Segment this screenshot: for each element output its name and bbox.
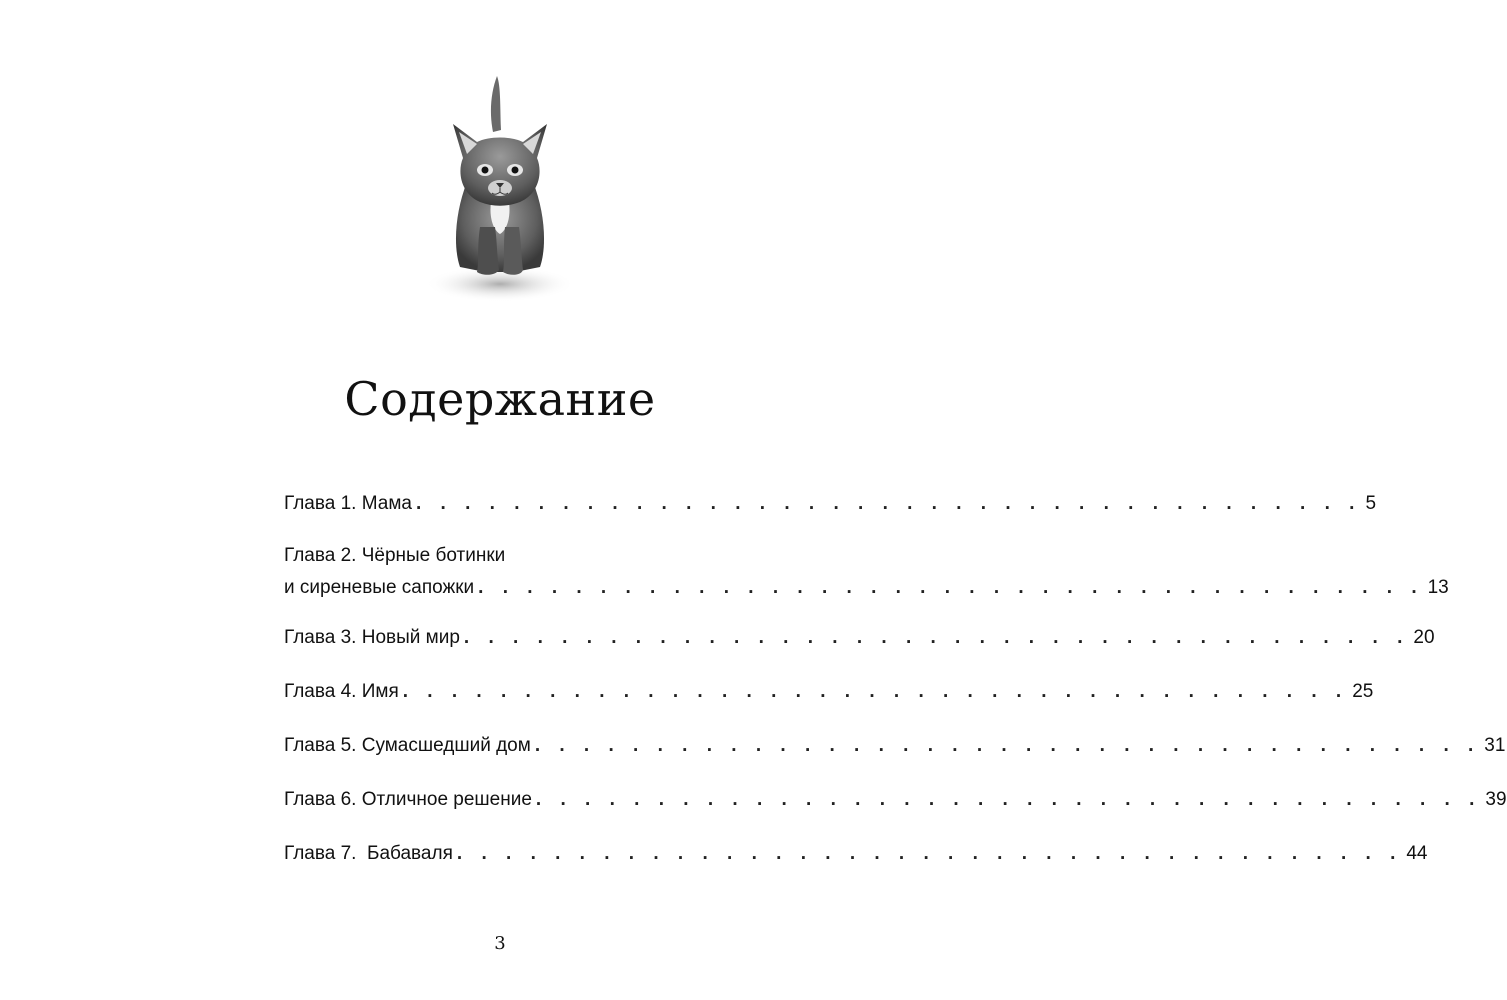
toc-entry-label: Глава 7. Бабаваля xyxy=(284,843,453,864)
toc-entry-page: 31 xyxy=(1484,735,1506,756)
toc-entry-page: 5 xyxy=(1365,493,1377,514)
dot-leader: . . . . . . . . . . . . . . . . . . . . . . . . . . . . . . . . . . . . . . . xyxy=(535,789,1482,810)
toc-entry xyxy=(284,676,1374,708)
kitten-illustration xyxy=(405,62,595,327)
toc-entry xyxy=(284,540,1449,604)
toc-entry xyxy=(284,730,1506,762)
toc-entry-page: 20 xyxy=(1413,627,1435,648)
page-number: 3 xyxy=(494,933,506,954)
toc-entry-label: Глава 1. Мама xyxy=(284,493,412,514)
toc-entry-label-line1: Глава 2. Чёрные ботинки xyxy=(284,545,506,566)
dot-leader: . . . . . . . . . . . . . . . . . . . . . . . . . . . . . . . . . . . . . . . xyxy=(534,735,1481,756)
toc-entry xyxy=(284,622,1435,654)
page-title: Содержание xyxy=(344,372,656,426)
dot-leader: . . . . . . . . . . . . . . . . . . . . . . . . . . . . . . . . . . . . . . . xyxy=(478,577,1424,598)
toc-entry-label: Глава 6. Отличное решение xyxy=(284,789,532,810)
toc-entry-page: 39 xyxy=(1485,789,1507,810)
toc-entry xyxy=(284,838,1428,870)
toc-entry-page: 13 xyxy=(1427,577,1449,598)
toc-entry-page: 25 xyxy=(1352,681,1374,702)
toc-entry xyxy=(284,488,1377,520)
dot-leader: . . . . . . . . . . . . . . . . . . . . . . . . . . . . . . . . . . . . . . . xyxy=(456,843,1403,864)
toc-entry-page: 44 xyxy=(1406,843,1428,864)
dot-leader: . . . . . . . . . . . . . . . . . . . . . . . . . . . . . . . . . . . . . . . xyxy=(415,493,1362,514)
toc-entry-label: Глава 3. Новый мир xyxy=(284,627,460,648)
dot-leader: . . . . . . . . . . . . . . . . . . . . . . . . . . . . . . . . . . . . . . . xyxy=(402,681,1349,702)
dot-leader: . . . . . . . . . . . . . . . . . . . . . . . . . . . . . . . . . . . . . . . xyxy=(463,627,1410,648)
toc-entry xyxy=(284,784,1507,816)
toc-entry-label: Глава 4. Имя xyxy=(284,681,399,702)
toc-entry-label: и сиреневые сапожки xyxy=(284,577,475,598)
toc-entry-label: Глава 5. Сумасшедший дом xyxy=(284,735,531,756)
